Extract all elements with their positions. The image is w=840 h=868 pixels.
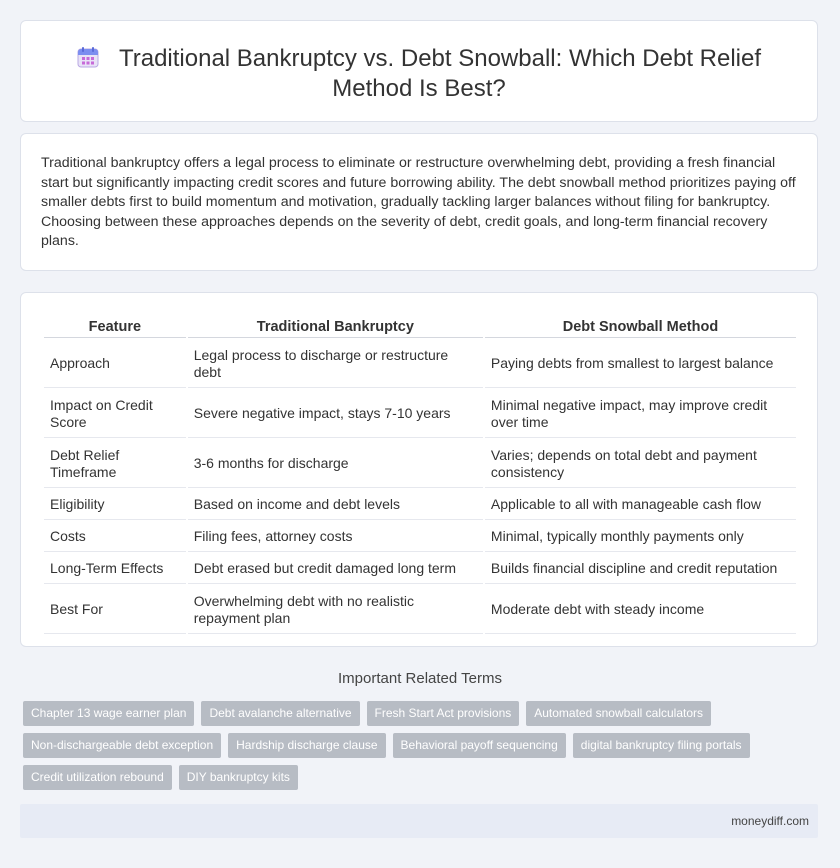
intro-card: [20, 133, 818, 271]
bankruptcy-cell: Severe negative impact, stays 7-10 years: [188, 390, 483, 438]
feature-cell: Best For: [44, 586, 186, 634]
intro-text: Traditional bankruptcy offers a legal process to eliminate or restructure overwhelming debt, providing a fresh financial start but significantly impacting credit scores and future borrowing ability. The debt snowball method prioritizes paying off smaller debts first to build momentum and motivation, gradually tackling larger balances without filing for bankruptcy. Choosing between these approaches depends on the severity of debt, credit goals, and long-term financial recovery plans.: [41, 155, 796, 250]
header-debt-snowball: Debt Snowball Method: [485, 316, 796, 338]
table-row: [44, 340, 796, 388]
related-term-tag[interactable]: Chapter 13 wage earner plan: [23, 701, 194, 726]
bankruptcy-cell: Overwhelming debt with no realistic repayment plan: [188, 586, 483, 634]
bankruptcy-cell: 3-6 months for discharge: [188, 440, 483, 488]
snowball-cell: Builds financial discipline and credit reputation: [485, 554, 796, 584]
bankruptcy-cell: Filing fees, attorney costs: [188, 522, 483, 552]
related-term-tag[interactable]: DIY bankruptcy kits: [179, 765, 298, 790]
bankruptcy-cell: Debt erased but credit damaged long term: [188, 554, 483, 584]
feature-cell: Costs: [44, 522, 186, 552]
page-title-text: Traditional Bankruptcy vs. Debt Snowball: Which Debt Relief Method Is Best?: [118, 45, 762, 102]
page-title: [21, 21, 817, 104]
feature-cell: Impact on Credit Score: [44, 390, 186, 438]
bankruptcy-cell: Legal process to discharge or restructure debt: [188, 340, 483, 388]
bankruptcy-cell: Based on income and debt levels: [188, 490, 483, 520]
feature-cell: Long-Term Effects: [44, 554, 186, 584]
feature-cell: Debt Relief Timeframe: [44, 440, 186, 488]
related-term-tag[interactable]: Debt avalanche alternative: [201, 701, 359, 726]
title-card: [20, 20, 818, 122]
comparison-card: [20, 292, 818, 647]
table-row: [44, 490, 796, 520]
table-row: [44, 522, 796, 552]
calendar-icon: [77, 46, 99, 68]
table-row: [44, 554, 796, 584]
snowball-cell: Varies; depends on total debt and payment consistency: [485, 440, 796, 488]
footer-site[interactable]: moneydiff.com: [731, 814, 809, 828]
table-header-row: [44, 316, 796, 338]
related-term-tag[interactable]: Fresh Start Act provisions: [367, 701, 520, 726]
feature-cell: Eligibility: [44, 490, 186, 520]
snowball-cell: Moderate debt with steady income: [485, 586, 796, 634]
snowball-cell: Minimal, typically monthly payments only: [485, 522, 796, 552]
related-terms-heading: Important Related Terms: [338, 670, 502, 687]
related-term-tag[interactable]: Automated snowball calculators: [526, 701, 711, 726]
related-term-tag[interactable]: Behavioral payoff sequencing: [393, 733, 566, 758]
comparison-table: [42, 314, 798, 636]
footer: [20, 804, 818, 838]
feature-cell: Approach: [44, 340, 186, 388]
related-term-tag[interactable]: Hardship discharge clause: [228, 733, 385, 758]
related-term-tag[interactable]: Non-dischargeable debt exception: [23, 733, 221, 758]
header-feature: Feature: [44, 316, 186, 338]
related-term-tag[interactable]: Credit utilization rebound: [23, 765, 172, 790]
related-terms-list: [23, 701, 823, 797]
snowball-cell: Minimal negative impact, may improve credit over time: [485, 390, 796, 438]
table-row: [44, 586, 796, 634]
related-term-tag[interactable]: digital bankruptcy filing portals: [573, 733, 750, 758]
snowball-cell: Paying debts from smallest to largest balance: [485, 340, 796, 388]
table-row: [44, 440, 796, 488]
table-row: [44, 390, 796, 438]
snowball-cell: Applicable to all with manageable cash flow: [485, 490, 796, 520]
header-traditional-bankruptcy: Traditional Bankruptcy: [188, 316, 483, 338]
